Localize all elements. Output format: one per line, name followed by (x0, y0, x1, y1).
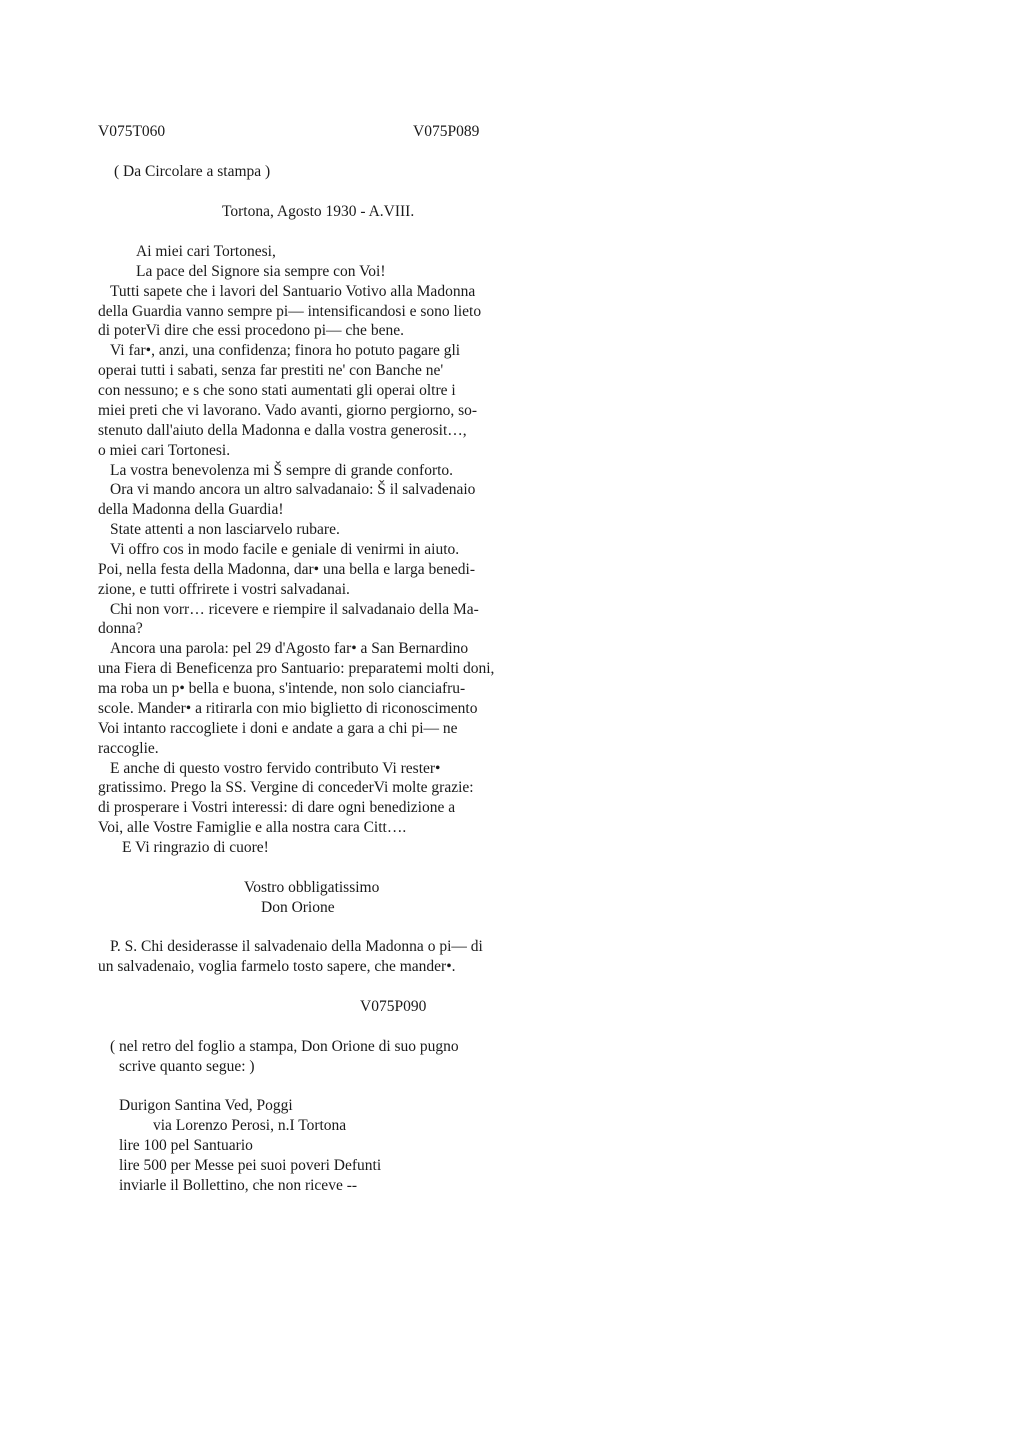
body-line: o miei cari Tortonesi. (98, 442, 231, 459)
body-line: di prosperare i Vostri interessi: di dare ogni benedizione a (98, 799, 456, 816)
body-line: zione, e tutti offrirete i vostri salvadanai. (98, 581, 350, 598)
body-line: raccoglie. (98, 740, 159, 757)
postscript-line: P. S. Chi desiderasse il salvadenaio della Madonna o pi— di (110, 938, 483, 955)
retro-note-line: ( nel retro del foglio a stampa, Don Orione di suo pugno (110, 1038, 459, 1055)
body-line: della Madonna della Guardia! (98, 501, 284, 518)
body-line: Ora vi mando ancora un altro salvadanaio: Š il salvadenaio (110, 481, 476, 498)
page-code: V075P089 (413, 123, 480, 140)
body-line: Vi offro cos in modo facile e geniale di venirmi in aiuto. (110, 541, 460, 558)
doc-code: V075T060 (98, 123, 166, 140)
body-line: E Vi ringrazio di cuore! (122, 839, 269, 856)
signature-closing: Vostro obbligatissimo (244, 879, 380, 896)
body-line: di poterVi dire che essi procedono pi— che bene. (98, 322, 404, 339)
body-line: La vostra benevolenza mi Š sempre di grande conforto. (110, 462, 454, 479)
handwritten-line: lire 100 pel Santuario (119, 1137, 253, 1154)
date-line: Tortona, Agosto 1930 - A.VIII. (222, 203, 415, 220)
source-note: ( Da Circolare a stampa ) (114, 163, 271, 180)
body-line: Ancora una parola: pel 29 d'Agosto far• a San Bernardino (110, 640, 469, 657)
body-line: E anche di questo vostro fervido contributo Vi rester• (110, 760, 441, 777)
handwritten-line: via Lorenzo Perosi, n.I Tortona (153, 1117, 347, 1134)
body-line: gratissimo. Prego la SS. Vergine di concederVi molte grazie: (98, 779, 474, 796)
body-line: della Guardia vanno sempre pi— intensificandosi e sono lieto (98, 303, 482, 320)
handwritten-line: inviarle il Bollettino, che non riceve -- (119, 1177, 358, 1194)
body-line: State attenti a non lasciarvelo rubare. (110, 521, 340, 538)
body-line: con nessuno; e s che sono stati aumentati gli operai oltre i (98, 382, 456, 399)
body-line: donna? (98, 620, 143, 637)
body-line: Poi, nella festa della Madonna, dar• una bella e larga benedi- (98, 561, 475, 578)
retro-note-line: scrive quanto segue: ) (119, 1058, 255, 1075)
body-line: Voi, alle Vostre Famiglie e alla nostra cara Citt…. (98, 819, 407, 836)
body-line: Tutti sapete che i lavori del Santuario Votivo alla Madonna (110, 283, 476, 300)
greeting-line: La pace del Signore sia sempre con Voi! (136, 263, 386, 280)
handwritten-line: lire 500 per Messe pei suoi poveri Defunti (119, 1157, 382, 1174)
body-line: Vi far•, anzi, una confidenza; finora ho potuto pagare gli (110, 342, 461, 359)
body-line: operai tutti i sabati, senza far prestiti ne' con Banche ne' (98, 362, 444, 379)
body-line: scole. Mander• a ritirarla con mio biglietto di riconoscimento (98, 700, 478, 717)
body-line: miei preti che vi lavorano. Vado avanti, giorno pergiorno, so- (98, 402, 478, 419)
body-line: ma roba un p• bella e buona, s'intende, non solo cianciafru- (98, 680, 466, 697)
signature-name: Don Orione (261, 899, 335, 916)
greeting-line: Ai miei cari Tortonesi, (136, 243, 276, 260)
body-line: stenuto dall'aiuto della Madonna e dalla vostra generosit…, (98, 422, 467, 439)
postscript-line: un salvadenaio, voglia farmelo tosto sapere, che mander•. (98, 958, 456, 975)
body-line: Chi non vorr… ricevere e riempire il salvadanaio della Ma- (110, 601, 479, 618)
body-line: Voi intanto raccogliete i doni e andate a gara a chi pi— ne (98, 720, 458, 737)
body-line: una Fiera di Beneficenza pro Santuario: preparatemi molti doni, (98, 660, 495, 677)
handwritten-line: Durigon Santina Ved, Poggi (119, 1097, 293, 1114)
page-code-2: V075P090 (360, 998, 427, 1015)
